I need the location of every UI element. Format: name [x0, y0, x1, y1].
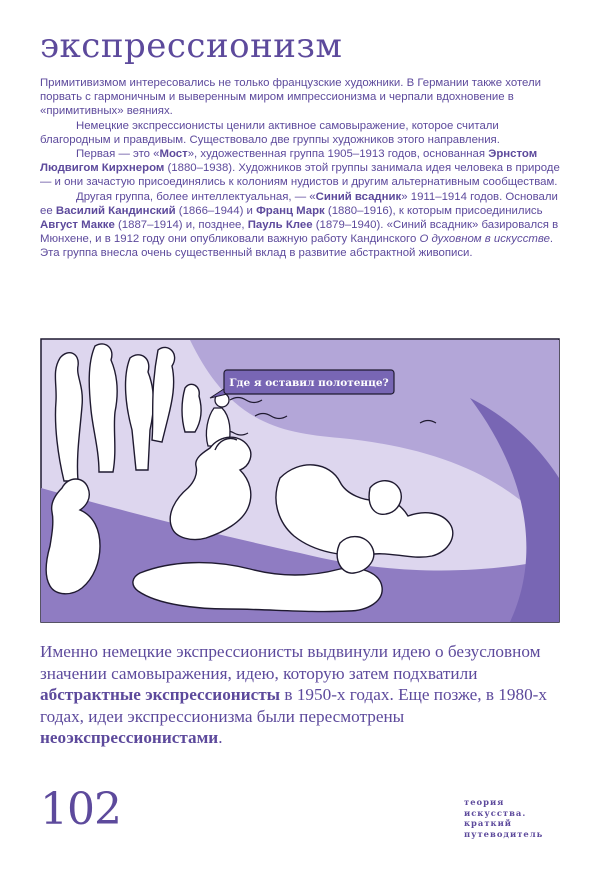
- term-blue-rider: Синий всадник: [315, 190, 402, 203]
- page-number: 102: [40, 784, 121, 835]
- illustration-svg: [40, 338, 560, 623]
- name-marc: Франц Марк: [256, 204, 325, 217]
- series-line: теория: [464, 797, 505, 807]
- speech-bubble: [210, 370, 394, 398]
- name-macke: Август Макке: [40, 219, 115, 232]
- paragraph-4: Другая группа, более интеллектуальная, — «Синий всадник» 1911–1914 годов. Основали ее Василий Кандинский (1866–1944) и Франц Марк (1880–1916), к которым присоединились Август Макке (1887–1914) и, позднее, Пауль Клее (1879–1940). «Синий всадник» базировался в Мюнхене, и в 1912 году они опубликовали важную работу Кандинского О духовном в искусстве. Эта группа внесла очень существенный вклад в развитие абстрактной живописи.: [40, 190, 559, 260]
- page-title: экспрессионизм: [40, 26, 343, 66]
- series-line: искусства.: [464, 807, 527, 818]
- lead-paragraph: [40, 641, 570, 749]
- series-line: путеводитель: [464, 828, 544, 839]
- term-neo-expressionists: неоэкспрессионистами: [40, 728, 219, 747]
- series-line: краткий: [464, 818, 512, 828]
- paragraph-2: Немецкие экспрессионисты ценили активное самовыражение, которое считали благородным и правдивым. Существовало две группы художников этого направления.: [40, 119, 500, 146]
- name-kirchner: Эрнстом Людвигом Кирхнером: [40, 148, 538, 175]
- bathers-illustration: [40, 338, 560, 623]
- term-abstract-expressionists: абстрактные экспрессионисты: [40, 685, 281, 704]
- lead-text: Именно немецкие экспрессионисты выдвинули идею о безусловном значении самовыражения, идею, которую затем подхватили абстрактные экспрессионисты в 1950-х годах. Еще позже, в 1980-х годах, идеи экспрессионизма были пересмотрены неоэкспрессионистами.: [40, 642, 547, 747]
- paragraph-1: Примитивизмом интересовались не только французские художники. В Германии также хотели порвать с гармоничным и выверенным миром импрессионизма и черпали вдохновение в «примитивных» веяниях.: [40, 77, 541, 118]
- name-kandinsky: Василий Кандинский: [55, 204, 176, 217]
- paragraph-3: Первая — это «Мост», художественная группа 1905–1913 годов, основанная Эрнстом Людвигом Кирхнером (1880–1938). Художников этой группы занимала идея человека в природе — и они зачастую присоединялись к колониям нудистов и другим альтернативным сообществам.: [40, 148, 560, 189]
- series-title: [464, 797, 564, 839]
- body-text: [40, 76, 560, 261]
- name-klee: Пауль Клее: [247, 219, 313, 232]
- book-title-spiritual: О духовном в искусстве: [419, 233, 550, 246]
- term-most: Мост: [159, 148, 188, 161]
- speech-bubble-text: Где я оставил полотенце?: [229, 377, 389, 389]
